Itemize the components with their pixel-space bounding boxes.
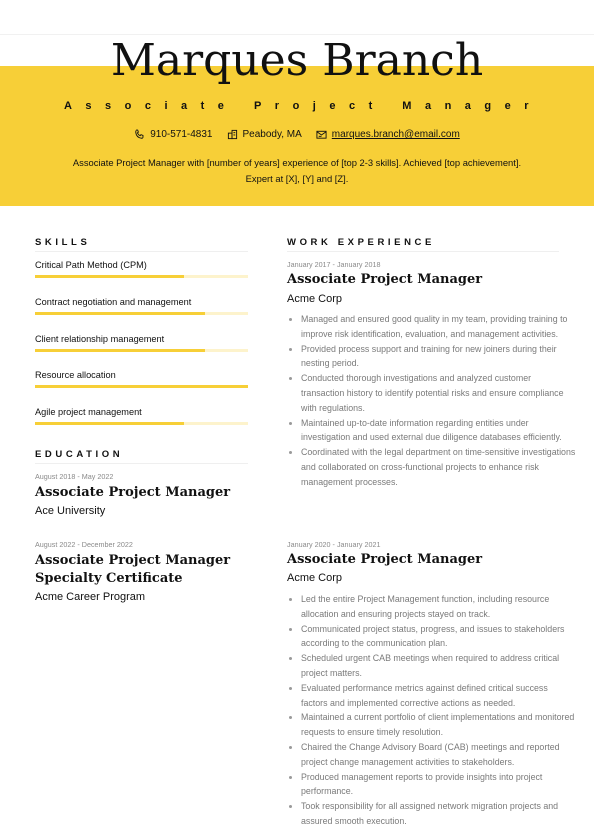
location-contact bbox=[227, 129, 302, 140]
skill-label: Client relationship management bbox=[35, 333, 165, 344]
skill-label: Agile project management bbox=[35, 407, 142, 417]
job-bullet: • Maintained a current portfolio of client implementations and monitored requests to ensure timely resolution. bbox=[301, 710, 576, 740]
education-divider bbox=[35, 463, 248, 464]
skill-level-bar bbox=[35, 349, 248, 352]
job-dates: January 2020 - January 2021 bbox=[287, 540, 381, 549]
job-bullet: • Evaluated performance metrics against defined critical success factors and implemented corrective actions as needed. bbox=[301, 681, 576, 711]
profile-summary: Associate Project Manager with [number of years] experience of [top 2-3 skills]. Achieved [top achievement]. Expert at [X], [Y] and [Z]. bbox=[72, 157, 522, 184]
skills-divider bbox=[35, 251, 248, 252]
job-bullet: • Took responsibility for all assigned network migration projects and assured smooth execution. bbox=[301, 799, 576, 829]
job-bullet: • Conducted thorough investigations and analyzed customer transaction history to identify potential risks and ensure compliance with regulations. bbox=[301, 371, 576, 415]
contact-row bbox=[0, 129, 594, 140]
skill-level-fill bbox=[35, 312, 205, 315]
skill-level-bar bbox=[35, 312, 248, 315]
education-degree: Associate Project Manager Specialty Certificate bbox=[35, 553, 231, 586]
envelope-icon bbox=[316, 129, 327, 140]
skill-level-fill bbox=[35, 275, 184, 278]
job-bullet: • Led the entire Project Management function, including resource allocation and ensuring projects stayed on track. bbox=[301, 592, 576, 622]
experience-divider bbox=[287, 251, 559, 252]
skill-item bbox=[35, 296, 248, 315]
job-dates: January 2017 - January 2018 bbox=[287, 260, 381, 269]
skill-item bbox=[35, 333, 248, 352]
job-bullet: • Maintained up-to-date information regarding entities under investigation and used external due diligence databases efficiently. bbox=[301, 416, 576, 446]
education-dates: August 2022 - December 2022 bbox=[35, 540, 133, 549]
job-title: Associate Project Manager bbox=[287, 552, 483, 567]
experience-heading: WORK EXPERIENCE bbox=[287, 237, 435, 248]
building-icon bbox=[227, 129, 238, 140]
job-bullet: • Provided process support and training for new joiners during their nesting period. bbox=[301, 342, 576, 372]
job-bullet: • Communicated project status, progress, and issues to stakeholders according to the communication plan. bbox=[301, 622, 576, 652]
phone-contact bbox=[134, 129, 212, 140]
education-school: Acme Career Program bbox=[35, 591, 146, 603]
skill-item bbox=[35, 406, 248, 425]
job-bullets bbox=[287, 592, 576, 829]
skill-level-bar bbox=[35, 385, 248, 388]
skill-label: Contract negotiation and management bbox=[35, 296, 192, 307]
skill-level-bar bbox=[35, 422, 248, 425]
job-company: Acme Corp bbox=[287, 572, 343, 584]
skill-level-bar bbox=[35, 275, 248, 278]
candidate-title: Associate Project Manager bbox=[63, 100, 543, 112]
job-bullet: • Coordinated with the legal department on time-sensitive investigations and collaborated on cross-functional projects to enhance risk management processes. bbox=[301, 445, 576, 489]
location-text: Peabody, MA bbox=[242, 129, 302, 140]
job-bullet: • Managed and ensured good quality in my team, providing training to improve risk identification, evaluation, and management activities. bbox=[301, 312, 576, 342]
skill-item bbox=[35, 369, 248, 388]
job-company: Acme Corp bbox=[287, 293, 343, 305]
email-contact[interactable] bbox=[316, 129, 460, 140]
job-bullets bbox=[287, 312, 576, 490]
skill-level-fill bbox=[35, 422, 184, 425]
job-bullet: • Chaired the Change Advisory Board (CAB) meetings and reported project change management activities to stakeholders. bbox=[301, 740, 576, 770]
education-school: Ace University bbox=[35, 505, 106, 517]
job-bullet: • Produced management reports to provide insights into project performance. bbox=[301, 770, 576, 800]
candidate-name: Marques Branch bbox=[110, 35, 484, 86]
phone-icon bbox=[134, 129, 145, 140]
skills-heading: SKILLS bbox=[35, 237, 91, 248]
phone-text: 910-571-4831 bbox=[150, 129, 213, 140]
job-title: Associate Project Manager bbox=[287, 272, 483, 287]
skill-label: Critical Path Method (CPM) bbox=[35, 260, 147, 270]
education-heading: EDUCATION bbox=[35, 449, 124, 460]
email-link[interactable]: marques.branch@email.com bbox=[331, 129, 460, 140]
job-bullet: • Scheduled urgent CAB meetings when required to address critical project matters. bbox=[301, 651, 576, 681]
education-degree: Associate Project Manager bbox=[35, 485, 231, 500]
skill-level-fill bbox=[35, 349, 205, 352]
skill-label: Resource allocation bbox=[35, 370, 116, 381]
education-dates: August 2018 - May 2022 bbox=[35, 472, 114, 481]
skill-item bbox=[35, 259, 248, 278]
skill-level-fill bbox=[35, 385, 248, 388]
